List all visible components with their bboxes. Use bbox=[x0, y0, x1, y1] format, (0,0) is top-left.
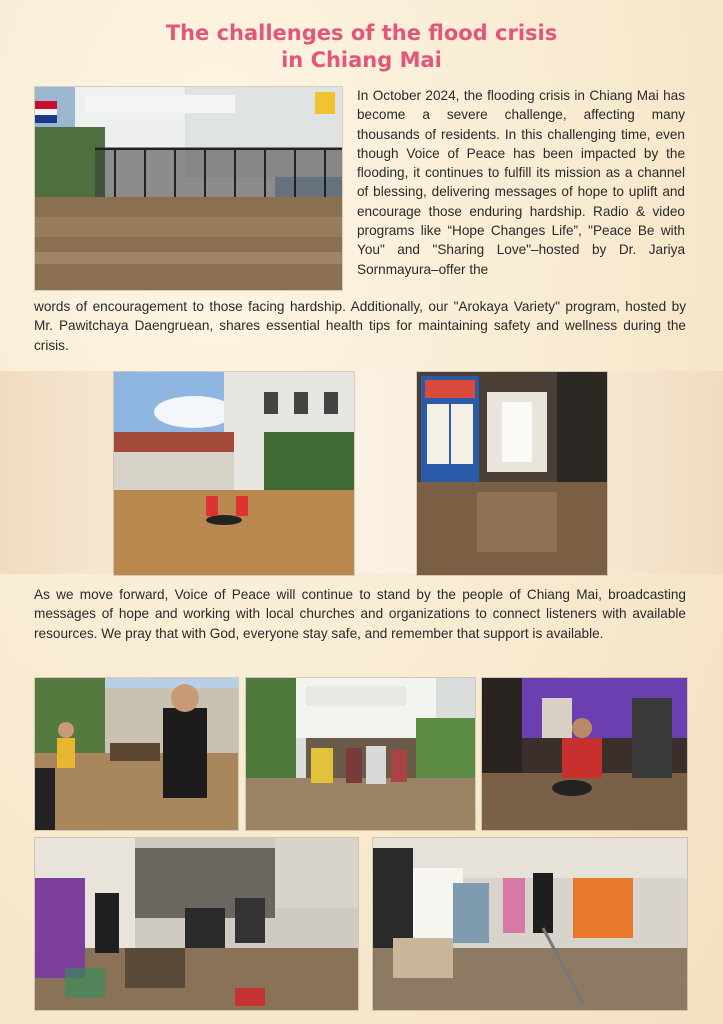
intro-paragraph-part-1: In October 2024, the flooding crisis in Chiang Mai has become a severe challenge, affecting many thousands of residents. In this challenging time, even though Voice of Peace has been impacted by the flooding, it continues to fulfill its mission as a channel of blessing, delivering messages of hope to uplift and encourage those enduring hardship. Radio & video programs like “Hope Changes Life”, "Peace Be with You" and "Sharing Love"–hosted by Dr. Jariya Sornmayura–offer the bbox=[357, 88, 685, 277]
photo-man-in-floodwater bbox=[34, 677, 239, 831]
closing-paragraph: As we move forward, Voice of Peace will continue to stand by the people of Chiang Mai, broadcasting messages of hope and working with local churches and organizations to connect listeners with available resources. We pray that with God, everyone stay safe, and remember that support is available. bbox=[34, 587, 686, 641]
photo-indoor-cleanup-purple-wall bbox=[481, 677, 688, 831]
photo-yard-cleanup bbox=[34, 837, 359, 1011]
intro-paragraph-part-2: words of encouragement to those facing hardship. Additionally, our "Arokaya Variety" program, hosted by Mr. Pawitchaya Daengruean, shares essential health tips for maintaining safety and wellness during the crisis. bbox=[34, 299, 686, 353]
page-title bbox=[0, 20, 723, 74]
photo-team-outside-office bbox=[245, 677, 476, 831]
title-line-1: The challenges of the flood crisis bbox=[165, 21, 558, 45]
title-line-2: in Chiang Mai bbox=[281, 48, 442, 72]
photo-band-background bbox=[0, 371, 723, 574]
photo-interior-mud-cleanup bbox=[372, 837, 688, 1011]
photo-flooded-hallway bbox=[416, 371, 608, 576]
photo-flooded-street-boat bbox=[113, 371, 355, 576]
photo-flooded-building-gate bbox=[34, 86, 343, 291]
